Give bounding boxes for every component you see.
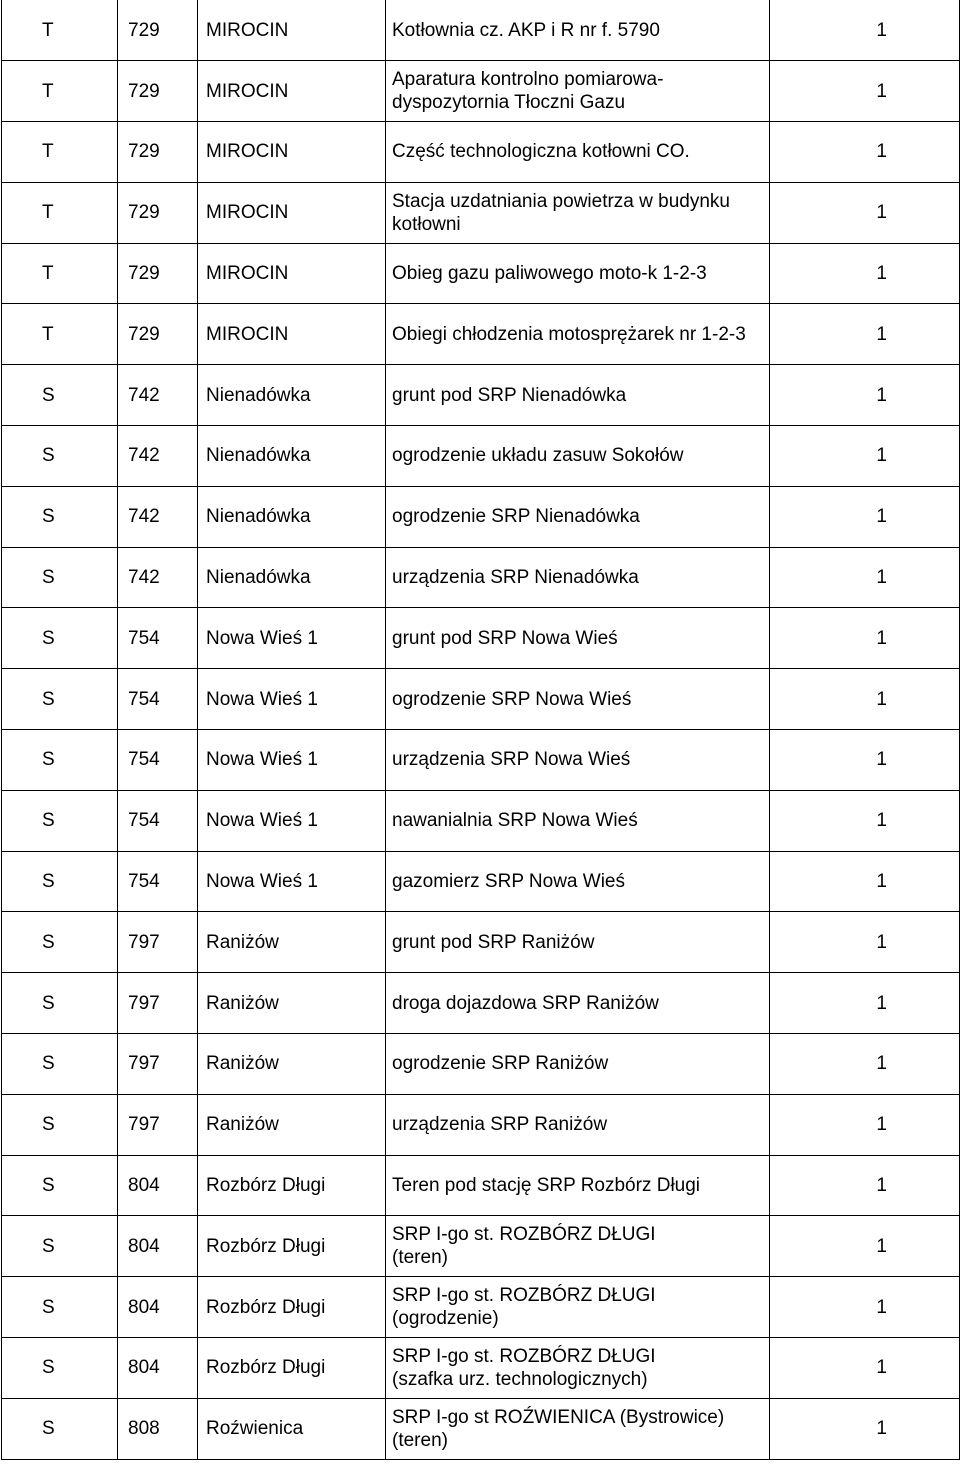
cell-quantity: 1 [770, 182, 960, 243]
cell-quantity: 1 [770, 1155, 960, 1216]
cell-type: S [2, 426, 118, 487]
cell-location: MIROCIN [198, 243, 386, 304]
table-row [2, 1216, 960, 1277]
cell-code: 797 [118, 973, 198, 1034]
table-row [2, 730, 960, 791]
cell-type: S [2, 730, 118, 791]
cell-description: Aparatura kontrolno pomiarowa- dyspozytornia Tłoczni Gazu [386, 61, 770, 122]
cell-code: 754 [118, 608, 198, 669]
cell-code: 754 [118, 730, 198, 791]
cell-type: S [2, 669, 118, 730]
cell-quantity: 1 [770, 122, 960, 183]
cell-location: MIROCIN [198, 61, 386, 122]
cell-quantity: 1 [770, 304, 960, 365]
cell-type: S [2, 608, 118, 669]
cell-quantity: 1 [770, 0, 960, 61]
cell-quantity: 1 [770, 1216, 960, 1277]
cell-description: grunt pod SRP Nowa Wieś [386, 608, 770, 669]
cell-description: ogrodzenie SRP Nowa Wieś [386, 669, 770, 730]
cell-code: 742 [118, 547, 198, 608]
cell-quantity: 1 [770, 1338, 960, 1399]
cell-location: Nowa Wieś 1 [198, 851, 386, 912]
cell-description: SRP I-go st. ROZBÓRZ DŁUGI (ogrodzenie) [386, 1277, 770, 1338]
cell-code: 754 [118, 669, 198, 730]
asset-table [1, 0, 960, 1460]
cell-type: S [2, 851, 118, 912]
cell-type: S [2, 1216, 118, 1277]
cell-description: nawanialnia SRP Nowa Wieś [386, 790, 770, 851]
cell-location: Rozbórz Długi [198, 1277, 386, 1338]
table-row [2, 1155, 960, 1216]
cell-description: Teren pod stację SRP Rozbórz Długi [386, 1155, 770, 1216]
table-row [2, 0, 960, 61]
cell-code: 729 [118, 243, 198, 304]
cell-description: droga dojazdowa SRP Raniżów [386, 973, 770, 1034]
table-row [2, 973, 960, 1034]
table-row [2, 122, 960, 183]
cell-code: 742 [118, 426, 198, 487]
cell-type: S [2, 790, 118, 851]
cell-quantity: 1 [770, 1277, 960, 1338]
cell-code: 797 [118, 1034, 198, 1095]
table-row [2, 547, 960, 608]
cell-description: SRP I-go st ROŹWIENICA (Bystrowice) (teren) [386, 1398, 770, 1459]
cell-description: ogrodzenie SRP Nienadówka [386, 486, 770, 547]
cell-quantity: 1 [770, 426, 960, 487]
table-row [2, 61, 960, 122]
cell-description: grunt pod SRP Raniżów [386, 912, 770, 973]
cell-code: 729 [118, 0, 198, 61]
cell-quantity: 1 [770, 973, 960, 1034]
cell-type: S [2, 1277, 118, 1338]
cell-location: MIROCIN [198, 0, 386, 61]
cell-location: Rozbórz Długi [198, 1155, 386, 1216]
cell-description: Stacja uzdatniania powietrza w budynku kotłowni [386, 182, 770, 243]
table-row [2, 1398, 960, 1459]
cell-description: Obiegi chłodzenia motosprężarek nr 1-2-3 [386, 304, 770, 365]
cell-type: S [2, 486, 118, 547]
cell-type: S [2, 912, 118, 973]
cell-description: urządzenia SRP Raniżów [386, 1094, 770, 1155]
cell-location: Nowa Wieś 1 [198, 730, 386, 791]
table-row [2, 1034, 960, 1095]
cell-quantity: 1 [770, 730, 960, 791]
cell-quantity: 1 [770, 547, 960, 608]
cell-description: Część technologiczna kotłowni CO. [386, 122, 770, 183]
cell-code: 808 [118, 1398, 198, 1459]
cell-location: Nienadówka [198, 365, 386, 426]
cell-quantity: 1 [770, 851, 960, 912]
cell-code: 804 [118, 1338, 198, 1399]
cell-quantity: 1 [770, 61, 960, 122]
table-row [2, 912, 960, 973]
table-row [2, 365, 960, 426]
table-row [2, 304, 960, 365]
table-row [2, 1094, 960, 1155]
cell-code: 742 [118, 365, 198, 426]
cell-type: S [2, 1338, 118, 1399]
cell-type: T [2, 0, 118, 61]
cell-location: Rozbórz Długi [198, 1338, 386, 1399]
cell-code: 804 [118, 1277, 198, 1338]
cell-code: 729 [118, 122, 198, 183]
cell-code: 804 [118, 1155, 198, 1216]
cell-location: Nienadówka [198, 426, 386, 487]
table-row [2, 1277, 960, 1338]
cell-location: Roźwienica [198, 1398, 386, 1459]
cell-quantity: 1 [770, 365, 960, 426]
cell-type: T [2, 243, 118, 304]
cell-quantity: 1 [770, 243, 960, 304]
cell-description: SRP I-go st. ROZBÓRZ DŁUGI (szafka urz. technologicznych) [386, 1338, 770, 1399]
cell-description: grunt pod SRP Nienadówka [386, 365, 770, 426]
cell-type: T [2, 61, 118, 122]
cell-location: MIROCIN [198, 304, 386, 365]
cell-location: MIROCIN [198, 122, 386, 183]
cell-code: 729 [118, 61, 198, 122]
table-row [2, 243, 960, 304]
cell-quantity: 1 [770, 1034, 960, 1095]
cell-code: 754 [118, 790, 198, 851]
cell-quantity: 1 [770, 912, 960, 973]
cell-quantity: 1 [770, 486, 960, 547]
cell-location: Nienadówka [198, 547, 386, 608]
table-row [2, 426, 960, 487]
cell-quantity: 1 [770, 1094, 960, 1155]
cell-description: ogrodzenie układu zasuw Sokołów [386, 426, 770, 487]
asset-table-body [2, 0, 960, 1459]
table-row [2, 486, 960, 547]
table-row [2, 790, 960, 851]
cell-type: S [2, 365, 118, 426]
cell-location: Nowa Wieś 1 [198, 669, 386, 730]
cell-quantity: 1 [770, 669, 960, 730]
cell-location: Raniżów [198, 1094, 386, 1155]
cell-code: 797 [118, 912, 198, 973]
cell-code: 804 [118, 1216, 198, 1277]
table-row [2, 669, 960, 730]
cell-description: SRP I-go st. ROZBÓRZ DŁUGI (teren) [386, 1216, 770, 1277]
cell-description: ogrodzenie SRP Raniżów [386, 1034, 770, 1095]
cell-location: Nowa Wieś 1 [198, 608, 386, 669]
cell-location: Raniżów [198, 973, 386, 1034]
cell-description: Kotłownia cz. AKP i R nr f. 5790 [386, 0, 770, 61]
cell-code: 754 [118, 851, 198, 912]
cell-type: S [2, 1398, 118, 1459]
cell-location: Raniżów [198, 912, 386, 973]
cell-code: 742 [118, 486, 198, 547]
cell-location: Rozbórz Długi [198, 1216, 386, 1277]
cell-location: Nienadówka [198, 486, 386, 547]
cell-description: Obieg gazu paliwowego moto-k 1-2-3 [386, 243, 770, 304]
cell-description: gazomierz SRP Nowa Wieś [386, 851, 770, 912]
cell-description: urządzenia SRP Nowa Wieś [386, 730, 770, 791]
cell-type: T [2, 182, 118, 243]
table-row [2, 1338, 960, 1399]
cell-type: T [2, 122, 118, 183]
cell-code: 729 [118, 182, 198, 243]
cell-type: S [2, 1034, 118, 1095]
cell-quantity: 1 [770, 790, 960, 851]
table-row [2, 851, 960, 912]
cell-type: S [2, 1094, 118, 1155]
cell-type: S [2, 547, 118, 608]
cell-location: Nowa Wieś 1 [198, 790, 386, 851]
cell-quantity: 1 [770, 1398, 960, 1459]
cell-type: S [2, 973, 118, 1034]
cell-code: 797 [118, 1094, 198, 1155]
cell-code: 729 [118, 304, 198, 365]
table-row [2, 182, 960, 243]
cell-type: S [2, 1155, 118, 1216]
cell-quantity: 1 [770, 608, 960, 669]
cell-location: Raniżów [198, 1034, 386, 1095]
cell-location: MIROCIN [198, 182, 386, 243]
table-row [2, 608, 960, 669]
cell-description: urządzenia SRP Nienadówka [386, 547, 770, 608]
cell-type: T [2, 304, 118, 365]
